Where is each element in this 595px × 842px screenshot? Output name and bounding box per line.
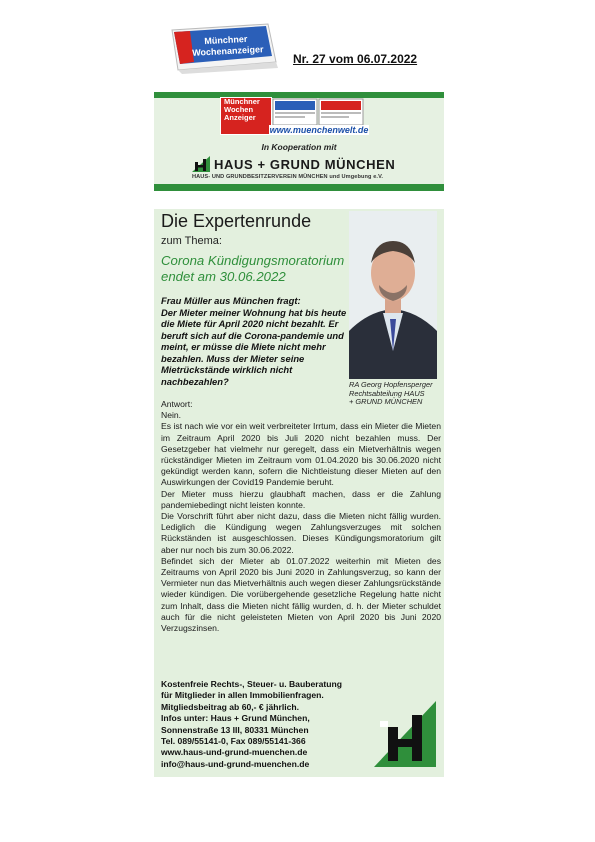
mwa-logo-line: Wochen [224, 105, 254, 114]
cooperation-banner [154, 92, 444, 191]
cooperation-text: In Kooperation mit [261, 142, 337, 152]
answer-paragraph: Die Vorschrift führt aber nicht dazu, dass die Mieten nicht fällig wurden. Lediglich die Kündigung wegen Zahlungsverzuges mit solchen Rückständen ist ausgeschlossen. Dieses Kündigungsmoratorium gilt aber nur noch bis zum 30.06.2022. [161, 511, 441, 555]
info-line: Infos unter: Haus + Grund München, [161, 713, 310, 724]
membership-info [161, 679, 371, 770]
email-link[interactable]: info@haus-und-grund-muenchen.de [161, 758, 310, 769]
info-line: Tel. 089/55141-0, Fax 089/55141-366 [161, 736, 306, 747]
info-line: Sonnenstraße 13 III, 80331 München [161, 724, 309, 735]
mwa-logo-line: Anzeiger [224, 113, 256, 122]
question-intro: Frau Müller aus München fragt: [161, 295, 301, 306]
mwa-logo-line: Münchner [224, 97, 260, 106]
haus-und-grund-subtitle: HAUS- UND GRUNDBESITZERVEREIN MÜNCHEN und Umgebung e.V. [192, 174, 384, 180]
issue-number: Nr. 27 vom 06.07.2022 [293, 52, 418, 66]
svg-text:Münchner: Münchner [204, 33, 248, 47]
muenchenwelt-url[interactable]: www.muenchenwelt.de [269, 125, 369, 135]
article-title: Die Expertenrunde [161, 211, 312, 231]
svg-text:Wochenanzeiger: Wochenanzeiger [191, 44, 264, 58]
caption-line: + GRUND MÜNCHEN [349, 397, 423, 407]
website-link[interactable]: www.haus-und-grund-muenchen.de [161, 747, 308, 758]
info-line: Mitgliedsbeitrag ab 60,- € jährlich. [161, 701, 300, 712]
info-line: Kostenfreie Rechts-, Steuer- u. Bauberatung [161, 679, 342, 689]
haus-und-grund-name: HAUS + GRUND MÜNCHEN [214, 157, 396, 172]
expert-answer [161, 399, 441, 634]
question-text: Der Mieter meiner Wohnung hat bis heute die Miete für April 2020 nicht bezahlt. Er beruft sich auf die Corona-pandemie und meint, er müsse die Miete nicht mehr bezahlen. Muss der Mieter seine Mietrückstände wirklich nicht nachbezahlen? [161, 306, 347, 387]
answer-paragraph: Der Mieter muss hierzu glaubhaft machen, dass er die Zahlung pandemiebedingt nicht leisten konnte. [161, 488, 441, 510]
answer-paragraph: Befindet sich der Mieter ab 01.07.2022 weiterhin mit Mieten des Zeitraums von April 2020 bis Juni 2020 in Zahlungsverzug, so kann der Vermieter nun das Mietverhältnis auch wegen dieser Zahlungsrückstände wieder kündigen. Die vorübergehende gesetzliche Regelung hatte nicht zum Inhalt, dass die Mieten nicht fällig wurden, d. h. der Mieter schuldet auch für die nicht geleisteten Mieten von April 2020 bis Juni 2020 Verzugszinsen. [161, 555, 441, 634]
caption-line: Rechtsabteilung HAUS [349, 388, 425, 398]
expert-article [154, 209, 444, 777]
article-subject: Corona Kündigungsmoratorium endet am 30.06.2022 [161, 253, 345, 284]
haus-und-grund-logo [374, 701, 436, 767]
answer-paragraph: Nein. [161, 410, 182, 421]
newspaper-thumbnails [272, 98, 364, 126]
reader-question [161, 295, 347, 387]
info-line: für Mitglieder in allen Immobilienfragen. [161, 690, 324, 701]
expert-portrait [349, 211, 437, 379]
answer-paragraph: Antwort: [161, 399, 193, 409]
answer-paragraph: Es ist nach wie vor ein weit verbreiteter Irrtum, dass ein Mieter die Mieten im Zeitraum April 2020 bis Juli 2020 nicht bezahlen muss. Der Gesetzgeber hat vielmehr nur geregelt, dass ein Mietverhältnis wegen rückständiger Mieten im Zeitraum vom 01.04.2020 bis 30.06.2020 nicht gekündigt werden kann, sofern die Nichtleistung dieser Mieten auf den Auswirkungen der Covid19 Pandemie beruht. [161, 421, 441, 488]
haus-und-grund-icon [192, 156, 210, 172]
article-topic-label: zum Thema: [161, 235, 222, 247]
banner-stripe-bottom [154, 184, 444, 191]
caption-line: RA Georg Hopfensperger [349, 380, 433, 389]
muenchner-wochenanzeiger-logo [220, 97, 272, 135]
newspaper-logo [168, 22, 280, 74]
